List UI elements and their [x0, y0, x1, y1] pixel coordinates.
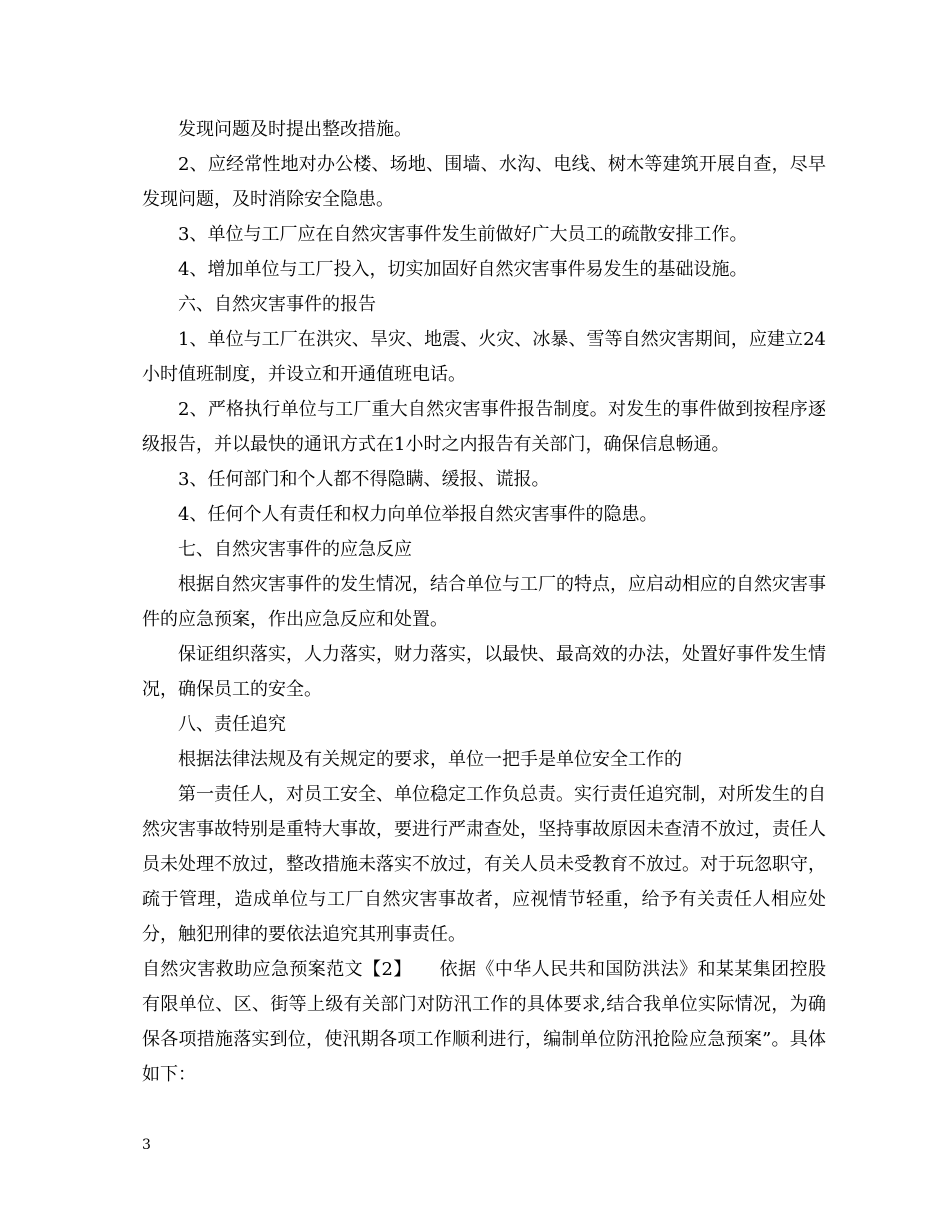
paragraph: 第一责任人，对员工安全、单位稳定工作负总责。实行责任追究制，对所发生的自然灾害事故特别是重特大事故，要进行严肃查处，坚持事故原因未查清不放过，责任人员未处理不放过，整改措施未落实不放过，有关人员未受教育不放过。对于玩忽职守，疏于管理，造成单位与工厂自然灾害事故者，应视情节轻重，给予有关责任人相应处分，触犯刑律的要依法追究其刑事责任。	[142, 784, 826, 945]
paragraph: 4、任何个人有责任和权力向单位举报自然灾害事件的隐患。	[178, 504, 658, 525]
paragraph: 自然灾害救助应急预案范文【2】 依据《中华人民共和国防洪法》和某某集团控股有限单位、区、街等上级有关部门对防汛工作的具体要求,结合我单位实际情况，为确保各项措施落实到位，使汛期各项工作顺利进行，编制单位防汛抢险应急预案”。具体如下：	[142, 959, 826, 1085]
document-body	[142, 112, 826, 1092]
section-heading: 七、自然灾害事件的应急反应	[178, 539, 412, 560]
paragraph: 3、单位与工厂应在自然灾害事件发生前做好广大员工的疏散安排工作。	[178, 224, 748, 245]
section-heading: 八、责任追究	[178, 714, 286, 735]
section-heading: 六、自然灾害事件的报告	[178, 294, 376, 315]
paragraph: 3、任何部门和个人都不得隐瞒、缓报、谎报。	[178, 469, 550, 490]
paragraph: 保证组织落实，人力落实，财力落实，以最快、最高效的办法，处置好事件发生情况，确保员工的安全。	[142, 644, 826, 700]
paragraph: 1、单位与工厂在洪灾、旱灾、地震、火灾、冰暴、雪等自然灾害期间，应建立24小时值班制度，并设立和开通值班电话。	[142, 329, 826, 385]
page-number: 3	[142, 1137, 151, 1153]
paragraph: 根据自然灾害事件的发生情况，结合单位与工厂的特点，应启动相应的自然灾害事件的应急预案，作出应急反应和处置。	[142, 574, 826, 630]
paragraph: 2、严格执行单位与工厂重大自然灾害事件报告制度。对发生的事件做到按程序逐级报告，并以最快的通讯方式在1小时之内报告有关部门，确保信息畅通。	[142, 399, 826, 455]
paragraph: 2、应经常性地对办公楼、场地、围墙、水沟、电线、树木等建筑开展自查，尽早发现问题，及时消除安全隐患。	[142, 154, 826, 210]
paragraph: 根据法律法规及有关规定的要求，单位一把手是单位安全工作的	[178, 749, 682, 770]
paragraph: 4、增加单位与工厂投入，切实加固好自然灾害事件易发生的基础设施。	[178, 259, 748, 280]
paragraph: 发现问题及时提出整改措施。	[178, 119, 412, 140]
